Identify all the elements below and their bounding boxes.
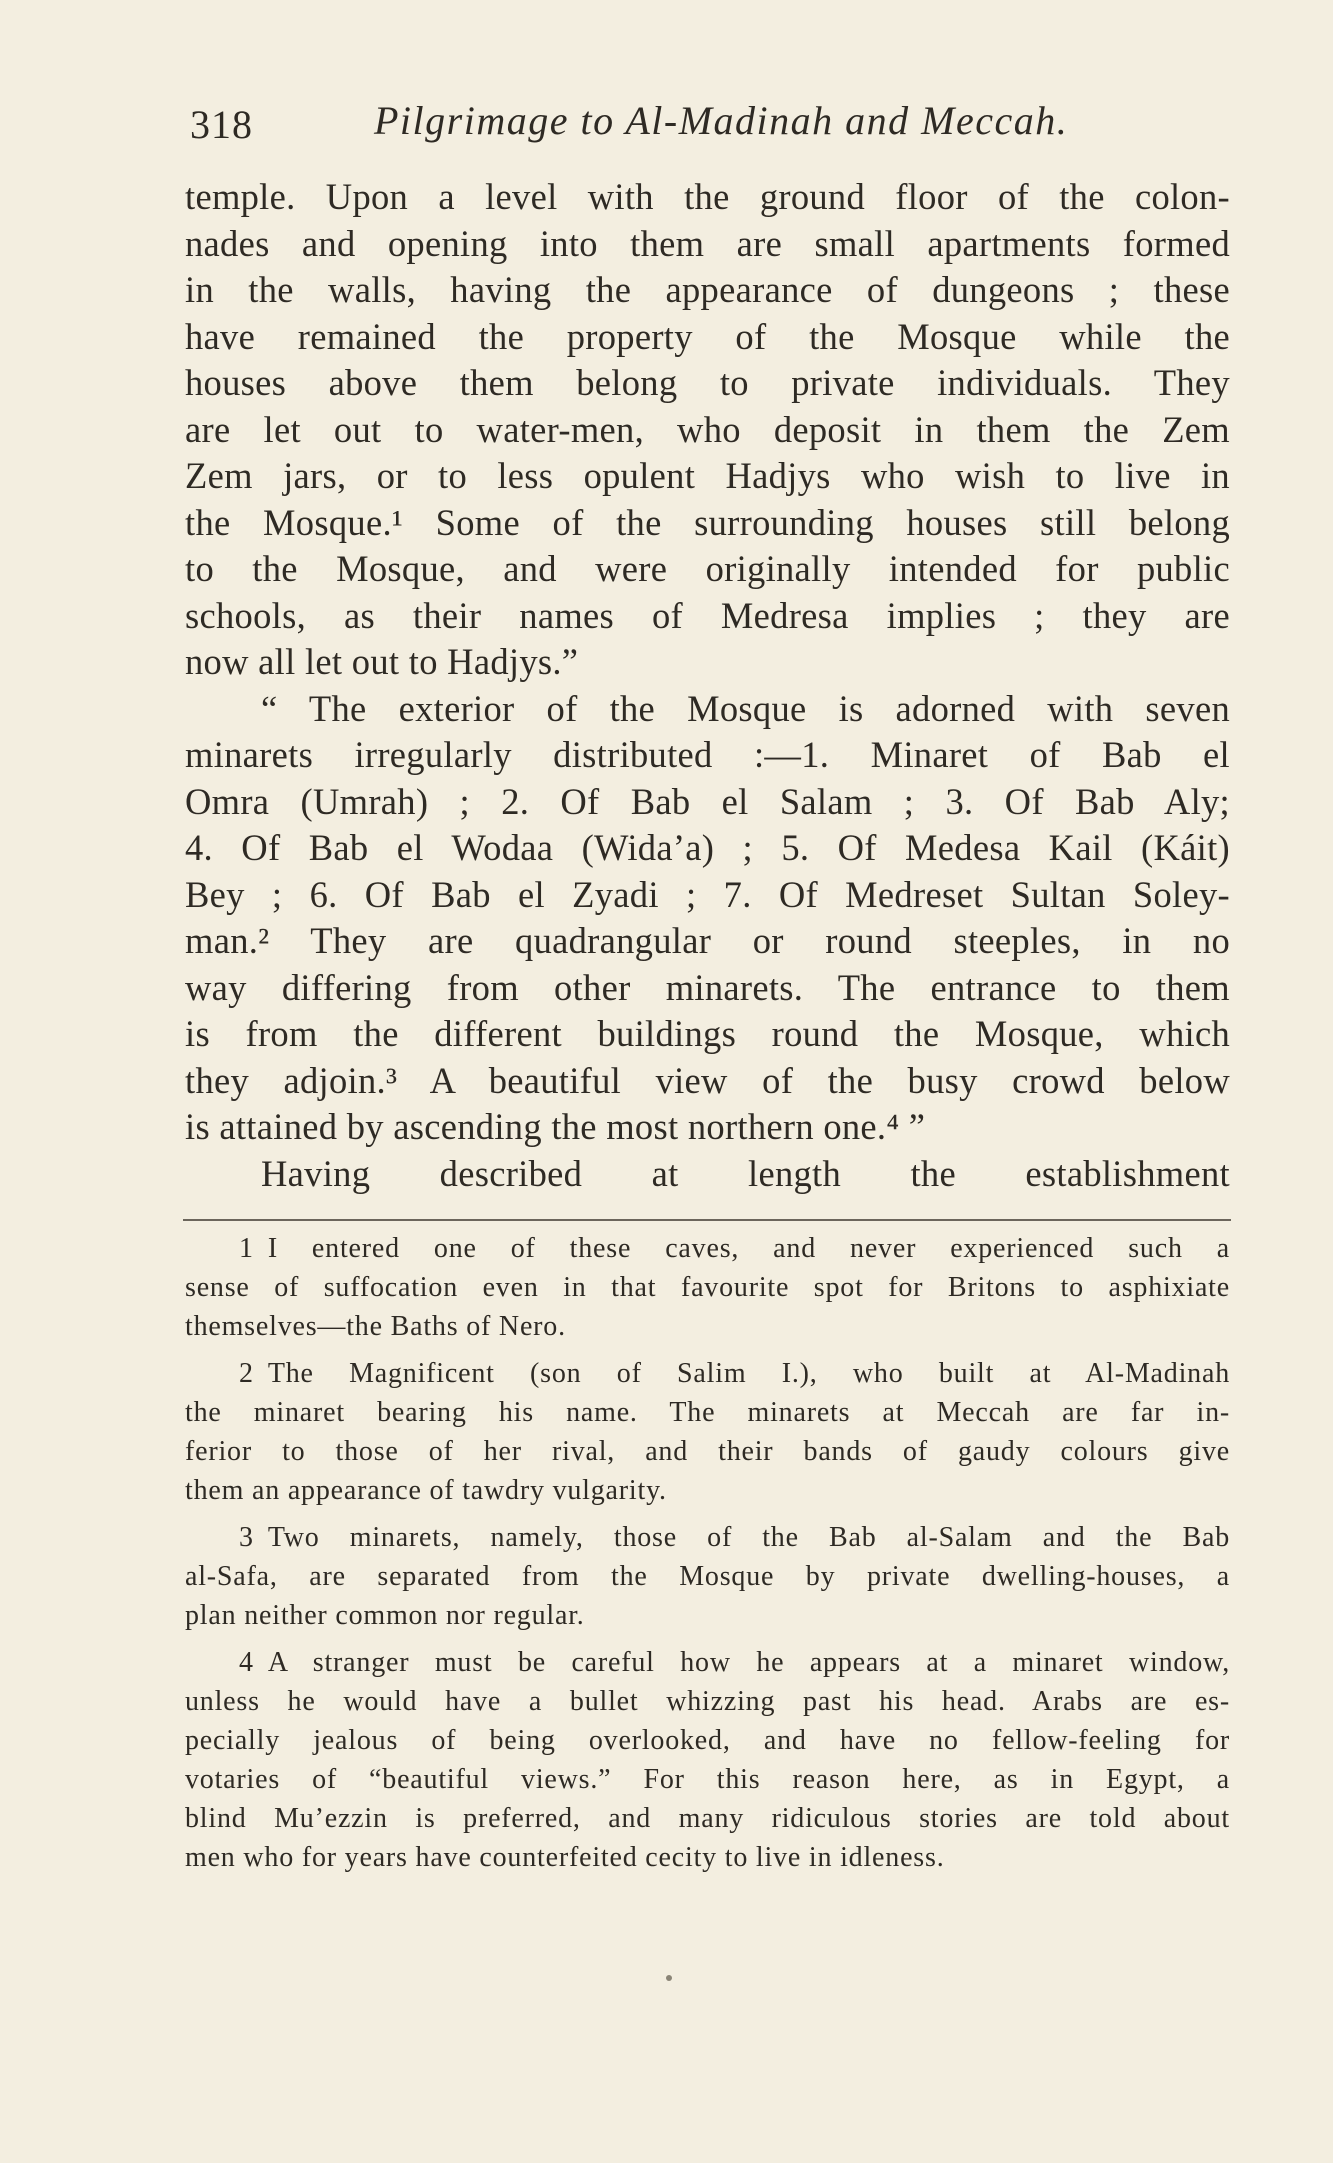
body-line: to the Mosque, and were originally intended for public xyxy=(185,548,1230,589)
paper-speck xyxy=(666,1975,672,1981)
footnote-line: blind Mu’ezzin is preferred, and many ridiculous stories are told about xyxy=(185,1803,1230,1834)
body-line: Omra (Umrah) ; 2. Of Bab el Salam ; 3. Of Bab Aly; xyxy=(185,780,1230,822)
body-line: minarets irregularly distributed :—1. Minaret of Bab el xyxy=(185,734,1230,775)
body-line: 4. Of Bab el Wodaa (Wida’a) ; 5. Of Medesa Kail (Káit) xyxy=(185,827,1230,868)
footnote-1 xyxy=(185,1229,1230,1346)
footnote-line: men who for years have counterfeited cecity to live in idleness. xyxy=(185,1842,945,1873)
footnote-number: 4 xyxy=(239,1647,254,1678)
footnotes xyxy=(185,1229,1230,1885)
footnote-line: them an appearance of tawdry vulgarity. xyxy=(185,1475,667,1506)
body-line: now all let out to Hadjys.” xyxy=(185,641,579,682)
footnote-2 xyxy=(185,1354,1230,1510)
footnote-line: unless he would have a bullet whizzing past his head. Arabs are es- xyxy=(185,1686,1230,1717)
body-line: is attained by ascending the most northern one.⁴ ” xyxy=(185,1106,926,1147)
footnote-rule xyxy=(183,1219,1231,1221)
footnote-line: ferior to those of her rival, and their bands of gaudy colours give xyxy=(185,1436,1230,1467)
footnote-line: the minaret bearing his name. The minarets at Meccah are far in- xyxy=(185,1397,1230,1428)
body-line: are let out to water-men, who deposit in them the Zem xyxy=(185,408,1230,450)
body-line: Zem jars, or to less opulent Hadjys who wish to live in xyxy=(185,455,1230,496)
page-number: 318 xyxy=(190,102,253,147)
body-line: “ The exterior of the Mosque is adorned with seven xyxy=(261,687,1230,729)
body-line: they adjoin.³ A beautiful view of the busy crowd below xyxy=(185,1059,1230,1101)
footnote-line: pecially jealous of being overlooked, and have no fellow-feeling for xyxy=(185,1725,1230,1756)
footnote-text: I entered one of these caves, and never experienced such a xyxy=(267,1233,1230,1264)
footnote-line: sense of suffocation even in that favourite spot for Britons to asphixiate xyxy=(185,1272,1230,1303)
footnote-line: al-Safa, are separated from the Mosque by private dwelling-houses, a xyxy=(185,1561,1230,1592)
body-line: in the walls, having the appearance of dungeons ; these xyxy=(185,269,1230,310)
body-line: houses above them belong to private individuals. They xyxy=(185,362,1230,403)
body-text xyxy=(185,174,1230,1197)
footnote-text: Two minarets, namely, those of the Bab al-Salam and the Bab xyxy=(267,1522,1230,1553)
footnote-line: votaries of “beautiful views.” For this reason here, as in Egypt, a xyxy=(185,1764,1230,1795)
footnote-line xyxy=(185,1518,1230,1557)
body-line: schools, as their names of Medresa implies ; they are xyxy=(185,594,1230,636)
body-line: have remained the property of the Mosque while the xyxy=(185,315,1230,357)
footnote-number: 2 xyxy=(239,1358,254,1389)
body-line: is from the different buildings round the Mosque, which xyxy=(185,1013,1230,1054)
footnote-line xyxy=(185,1354,1230,1393)
footnote-line: plan neither common nor regular. xyxy=(185,1600,585,1631)
body-line: Bey ; 6. Of Bab el Zyadi ; 7. Of Medreset Sultan Soley- xyxy=(185,873,1230,915)
footnote-text: The Magnificent (son of Salim I.), who built at Al-Madinah xyxy=(267,1358,1230,1389)
running-head xyxy=(186,95,1230,155)
footnote-line xyxy=(185,1229,1230,1268)
footnote-text: A stranger must be careful how he appears at a minaret window, xyxy=(267,1647,1230,1678)
body-line: way differing from other minarets. The entrance to them xyxy=(185,966,1230,1008)
body-line: Having described at length the establishment xyxy=(261,1152,1230,1194)
footnote-4 xyxy=(185,1643,1230,1877)
footnote-number: 1 xyxy=(239,1233,254,1264)
footnote-line xyxy=(185,1643,1230,1682)
body-line: nades and opening into them are small apartments formed xyxy=(185,222,1230,264)
body-line: temple. Upon a level with the ground floor of the colon- xyxy=(185,176,1230,217)
body-line: man.² They are quadrangular or round steeples, in no xyxy=(185,920,1230,961)
body-line: the Mosque.¹ Some of the surrounding houses still belong xyxy=(185,501,1230,543)
running-title: Pilgrimage to Al-Madinah and Meccah. xyxy=(374,98,1069,143)
footnote-3 xyxy=(185,1518,1230,1635)
footnote-number: 3 xyxy=(239,1522,254,1553)
footnote-line: themselves—the Baths of Nero. xyxy=(185,1311,566,1342)
